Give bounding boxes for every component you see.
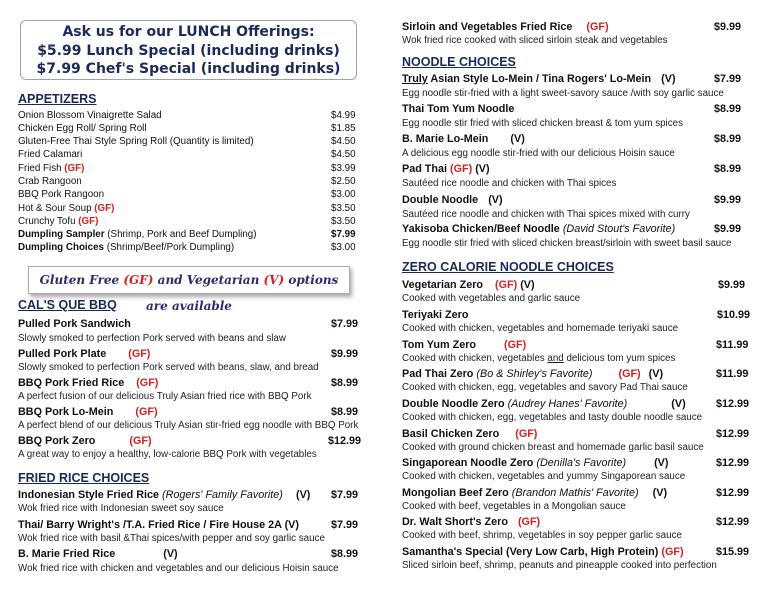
zero-item-price: $12.99 <box>716 516 750 528</box>
zero-item-desc: Cooked with beef, shrimp, vegetables in soy pepper garlic sauce <box>402 530 682 541</box>
bbq-heading: CAL'S QUE BBQ <box>18 298 117 312</box>
zero-item-name: Dr. Walt Short's Zero (GF) <box>402 516 541 528</box>
appetizer-item: Hot & Sour Soup (GF) <box>18 203 115 214</box>
zero-item-price: $15.99 <box>716 546 750 558</box>
sirloin-item-price: $9.99 <box>714 21 742 33</box>
sirloin-item-desc: Wok fried rice cooked with sliced sirloin steak and vegetables <box>402 35 668 46</box>
appetizer-price: $3.50 <box>331 216 356 227</box>
appetizer-item: Onion Blossom Vinaigrette Salad <box>18 110 162 121</box>
appetizer-item: Fried Fish (GF) <box>18 163 85 174</box>
fried-rice-item-price: $7.99 <box>331 489 359 501</box>
appetizer-item: Gluten-Free Thai Style Spring Roll (Quantity is limited) <box>18 136 254 147</box>
sirloin-item-name: Sirloin and Vegetables Fried Rice (GF) <box>402 21 609 33</box>
noodle-item-desc: Egg noodle stir fried with sliced chicken breast/sirloin with sweet basil sauce <box>402 238 732 249</box>
zero-item-desc: Cooked with chicken, vegetables and delicious tom yum spices <box>402 353 676 364</box>
fried-rice-item-price: $8.99 <box>331 548 359 560</box>
noodle-item-desc: A delicious egg noodle stir-fried with our delicious Hoisin sauce <box>402 148 675 159</box>
noodle-item-name: Pad Thai (GF) (V) <box>402 163 490 175</box>
bbq-item-name: Pulled Pork Plate (GF) <box>18 348 151 360</box>
zero-item-desc: Cooked with beef, vegetables in a Mongolian sauce <box>402 501 626 512</box>
zero-item-price: $11.99 <box>716 339 749 351</box>
noodle-item-price: $9.99 <box>714 194 742 206</box>
bbq-item-price: $7.99 <box>331 318 359 330</box>
noodle-item-price: $8.99 <box>714 133 742 145</box>
appetizer-item: Crab Rangoon <box>18 176 82 187</box>
appetizer-item: Crunchy Tofu (GF) <box>18 216 99 227</box>
bbq-item-name: Pulled Pork Sandwich <box>18 318 131 330</box>
vegetarian-tag: (V) <box>296 489 311 501</box>
zero-item-price: $12.99 <box>716 398 750 410</box>
fried-rice-item-name: B. Marie Fried Rice (V) <box>18 548 178 560</box>
zero-item-desc: Cooked with ground chicken breast and homemade garlic basil sauce <box>402 442 704 453</box>
zero-item-desc: Cooked with chicken, egg, vegetables and savory Pad Thai sauce <box>402 382 688 393</box>
zero-item-name: Mongolian Beef Zero (Brandon Mathis' Favorite) (V) <box>402 487 668 499</box>
appetizer-price: $4.50 <box>331 149 356 160</box>
noodle-item-desc: Egg noodle stir-fried with a light sweet-savory sauce /with soy garlic sauce <box>402 88 724 99</box>
zero-item-desc: Sliced sirloin beef, shrimp, peanuts and pineapple cooked into perfection <box>402 560 717 571</box>
noodle-item-desc: Sautéed rice noodle and chicken with Thai spices mixed with curry <box>402 209 690 220</box>
zero-item-price: $10.99 <box>717 309 751 321</box>
noodle-item-name: B. Marie Lo-Mein (V) <box>402 133 525 145</box>
zero-item-price: $11.99 <box>716 368 749 380</box>
appetizer-price: $3.00 <box>331 189 356 200</box>
appetizer-item: Fried Calamari <box>18 149 83 160</box>
fried-rice-heading: FRIED RICE CHOICES <box>18 471 150 485</box>
lunch-line-1: Ask us for our LUNCH Offerings: <box>62 24 315 40</box>
appetizer-price: $3.99 <box>331 163 356 174</box>
noodle-item-price: $8.99 <box>714 103 742 115</box>
fried-rice-item-name: Thai/ Barry Wright's /T.A. Fried Rice / Fire House 2A (V) <box>18 519 299 531</box>
zero-calorie-heading: ZERO CALORIE NOODLE CHOICES <box>402 260 614 274</box>
lunch-offer-box <box>20 20 357 80</box>
zero-item-price: $12.99 <box>716 487 750 499</box>
zero-item-desc: Cooked with chicken, vegetables and homemade teriyaki sauce <box>402 323 679 334</box>
noodle-item-price: $7.99 <box>714 73 742 85</box>
lunch-line-2: $5.99 Lunch Special (including drinks) <box>37 42 340 59</box>
noodle-item-name: Truly Asian Style Lo-Mein / Tina Rogers' Lo-Mein (V) <box>402 73 676 85</box>
zero-item-name: Double Noodle Zero (Audrey Hanes' Favorite) (V) <box>402 398 686 410</box>
appetizer-price: $4.50 <box>331 136 356 147</box>
fried-rice-item-desc: Wok fried rice with basil &Thai spices/with pepper and soy garlic sauce <box>18 533 325 544</box>
zero-item-desc: Cooked with vegetables and garlic sauce <box>402 293 581 304</box>
bbq-item-name: BBQ Pork Lo-Mein (GF) <box>18 406 158 418</box>
noodles-heading: NOODLE CHOICES <box>402 55 516 69</box>
zero-item-price: $12.99 <box>716 457 750 469</box>
noodle-item-price: $8.99 <box>714 163 742 175</box>
zero-item-name: Samantha's Special (Very Low Carb, High Protein) (GF) <box>402 546 684 558</box>
appetizer-item: Dumpling Choices (Shrimp/Beef/Pork Dumpling) <box>18 242 235 253</box>
noodle-item-name: Thai Tom Yum Noodle <box>402 103 515 115</box>
zero-item-name: Teriyaki Zero <box>402 309 469 321</box>
bbq-item-price: $9.99 <box>331 348 359 360</box>
zero-item-price: $12.99 <box>716 428 750 440</box>
zero-item-name: Vegetarian Zero (GF) (V) <box>402 279 535 291</box>
noodle-item-name: Yakisoba Chicken/Beef Noodle (David Stout's Favorite) <box>402 223 676 235</box>
appetizer-item: BBQ Pork Rangoon <box>18 189 105 200</box>
appetizer-price: $3.50 <box>331 203 356 214</box>
bbq-item-name: BBQ Pork Zero (GF) <box>18 435 152 447</box>
noodle-item-name: Double Noodle (V) <box>402 194 503 206</box>
zero-item-price: $9.99 <box>718 279 746 291</box>
bbq-item-desc: Slowly smoked to perfection Pork served with beans, slaw, and bread <box>18 362 319 373</box>
fried-rice-item-desc: Wok fried rice with Indonesian sweet soy sauce <box>18 503 224 514</box>
noodle-item-price: $9.99 <box>714 223 742 235</box>
bbq-item-price: $12.99 <box>328 435 362 447</box>
noodle-item-desc: Egg noodle stir fried with sliced chicken breast & tom yum spices <box>402 118 683 129</box>
zero-item-name: Pad Thai Zero (Bo & Shirley's Favorite) (GF) (V) <box>402 368 664 380</box>
dietary-options-notice: Gluten Free (GF) and Vegetarian (V) options are available <box>28 266 350 294</box>
lunch-line-3: $7.99 Chef's Special (including drinks) <box>36 61 341 77</box>
appetizer-item: Chicken Egg Roll/ Spring Roll <box>18 123 147 134</box>
zero-item-name: Basil Chicken Zero (GF) <box>402 428 538 440</box>
fried-rice-item-name: Indonesian Style Fried Rice (Rogers' Family Favorite) <box>18 489 283 501</box>
appetizer-price: $2.50 <box>331 176 356 187</box>
zero-item-name: Singaporean Noodle Zero (Denilla's Favorite) (V) <box>402 457 669 469</box>
zero-item-desc: Cooked with chicken, vegetables and yummy Singaporean sauce <box>402 471 686 482</box>
zero-item-desc: Cooked with chicken, egg, vegetables and tasty double noodle sauce <box>402 412 703 423</box>
zero-item-name: Tom Yum Zero (GF) <box>402 339 527 351</box>
appetizer-item: Dumpling Sampler (Shrimp, Pork and Beef Dumpling) <box>18 229 257 240</box>
appetizer-price: $4.99 <box>331 110 356 121</box>
fried-rice-item-price: $7.99 <box>331 519 359 531</box>
noodle-item-desc: Sautéed rice noodle and chicken with Thai spices <box>402 178 617 189</box>
bbq-item-desc: Slowly smoked to perfection Pork served with beans and slaw <box>18 333 286 344</box>
appetizer-price: $7.99 <box>331 229 356 240</box>
bbq-item-desc: A perfect fusion of our delicious Truly Asian fried rice with BBQ Pork <box>18 391 312 402</box>
appetizers-heading: APPETIZERS <box>18 92 97 106</box>
appetizer-price: $1.85 <box>331 123 356 134</box>
bbq-item-desc: A perfect blend of our delicious Truly Asian stir-fried egg noodle with BBQ Pork <box>18 420 359 431</box>
bbq-item-name: BBQ Pork Fried Rice (GF) <box>18 377 159 389</box>
bbq-item-price: $8.99 <box>331 406 359 418</box>
bbq-item-price: $8.99 <box>331 377 359 389</box>
bbq-item-desc: A great way to enjoy a healthy, low-calorie BBQ Pork with vegetables <box>18 449 317 460</box>
fried-rice-item-desc: Wok fried rice with chicken and vegetables and our delicious Hoisin sauce <box>18 563 339 574</box>
appetizer-price: $3.00 <box>331 242 356 253</box>
